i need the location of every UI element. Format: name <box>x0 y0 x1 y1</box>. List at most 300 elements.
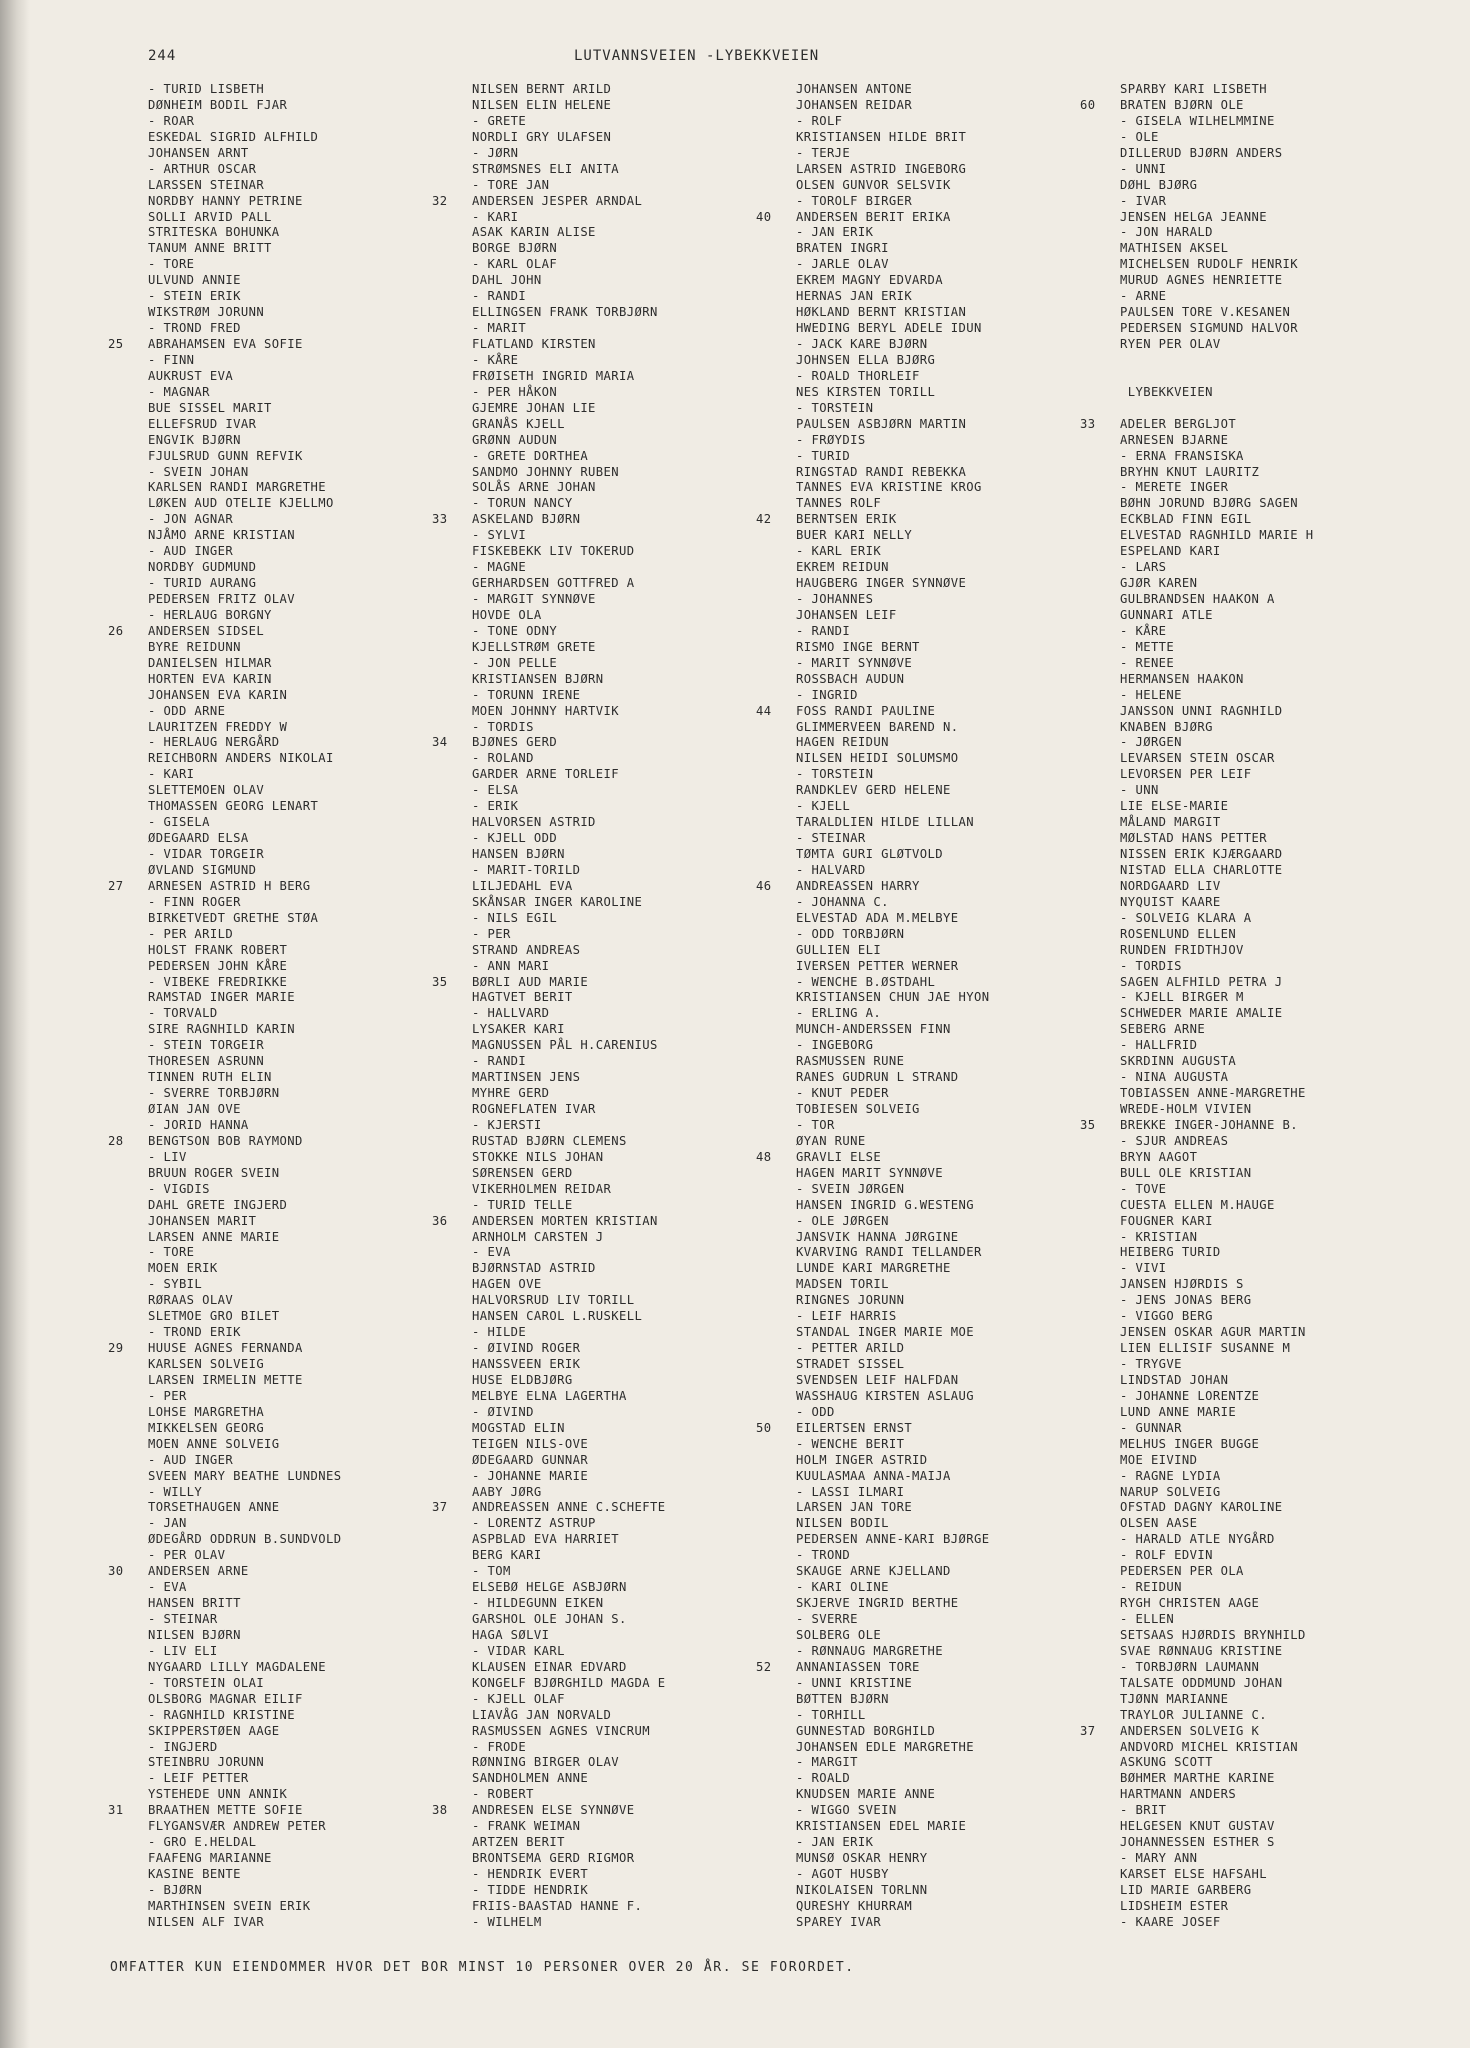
resident-name: TOBIESEN SOLVEIG <box>796 1102 920 1116</box>
resident-name: - LEIF HARRIS <box>796 1309 897 1324</box>
resident-entry <box>432 974 812 991</box>
resident-name: KARSET ELSE HAFSAHL <box>1120 1867 1268 1881</box>
resident-entry <box>472 927 812 943</box>
resident-name: LID MARIE GARBERG <box>1120 1882 1252 1897</box>
resident-name: - MARY ANN <box>1120 1851 1198 1866</box>
resident-entry <box>796 321 1136 337</box>
resident-entry <box>472 1915 812 1931</box>
resident-name: LOHSE MARGRETHA <box>148 1404 265 1419</box>
resident-entry <box>796 1373 1136 1389</box>
resident-name: LIAVÅG JAN NORVALD <box>472 1707 612 1722</box>
resident-entry <box>472 592 812 608</box>
resident-name: - INGEBORG <box>796 1038 874 1053</box>
resident-entry <box>1120 863 1460 879</box>
resident-entry <box>796 1516 1136 1532</box>
resident-name: - SVERRE TORBJØRN <box>148 1086 280 1101</box>
resident-entry <box>1120 1819 1460 1835</box>
resident-entry <box>1120 990 1460 1006</box>
resident-name: - TROND FRED <box>148 321 241 336</box>
resident-name: RASMUSSEN AGNES VINCRUM <box>472 1723 650 1738</box>
resident-entry <box>796 241 1136 257</box>
resident-name: MICHELSEN RUDOLF HENRIK <box>1120 257 1298 272</box>
resident-entry <box>796 449 1136 465</box>
resident-entry <box>472 1373 812 1389</box>
resident-entry <box>796 1325 1136 1341</box>
resident-entry <box>796 943 1136 959</box>
resident-name: - SYLVI <box>472 528 527 543</box>
resident-name: ARTZEN BERIT <box>472 1835 565 1850</box>
resident-name: - KARL ERIK <box>796 544 882 559</box>
resident-name: SOLLI ARVID PALL <box>148 209 272 224</box>
resident-entry <box>1120 656 1460 672</box>
resident-entry <box>1120 1038 1460 1054</box>
resident-entry <box>148 321 488 337</box>
resident-entry <box>1120 273 1460 289</box>
resident-entry <box>796 528 1136 544</box>
house-number: 46 <box>756 878 772 893</box>
resident-entry <box>796 608 1136 624</box>
resident-entry <box>1120 433 1460 449</box>
resident-name: KONGELF BJØRGHILD MAGDA E <box>472 1675 666 1690</box>
resident-entry <box>796 1803 1136 1819</box>
resident-entry <box>148 1198 488 1214</box>
resident-entry <box>796 82 1136 98</box>
resident-entry <box>796 688 1136 704</box>
resident-entry <box>472 1787 812 1803</box>
resident-name: SVEEN MARY BEATHE LUNDNES <box>148 1468 342 1483</box>
resident-entry <box>472 465 812 481</box>
resident-name: NJÅMO ARNE KRISTIAN <box>148 528 296 543</box>
resident-entry <box>472 799 812 815</box>
resident-name: ANDRESEN ELSE SYNNØVE <box>472 1803 635 1818</box>
resident-entry <box>796 289 1136 305</box>
footer-note: OMFATTER KUN EIENDOMMER HVOR DET BOR MINST 10 PERSONER OVER 20 ÅR. SE FORORDET. <box>110 1960 855 1975</box>
resident-name: - HALLFRID <box>1120 1038 1198 1053</box>
resident-entry <box>1120 1915 1460 1931</box>
resident-name: MÅLAND MARGIT <box>1120 815 1221 830</box>
resident-name: JANSVIK HANNA JØRGINE <box>796 1229 959 1244</box>
resident-name: - GISELA <box>148 815 210 830</box>
resident-name: STANDAL INGER MARIE MOE <box>796 1325 974 1340</box>
resident-name: - TROND ERIK <box>148 1325 241 1340</box>
resident-entry <box>148 863 488 879</box>
resident-name: MUNCH-ANDERSSEN FINN <box>796 1022 951 1037</box>
resident-name: NORDGAARD LIV <box>1120 878 1221 893</box>
resident-name: - PER <box>148 1388 187 1403</box>
resident-entry <box>432 193 812 210</box>
resident-entry <box>472 1851 812 1867</box>
resident-name: - ELLEN <box>1120 1612 1175 1626</box>
resident-name: - PETTER ARILD <box>796 1341 905 1356</box>
resident-name: TANUM ANNE BRITT <box>148 241 272 256</box>
resident-name: - ØIVIND <box>472 1404 534 1419</box>
resident-name: - TORUN NANCY <box>472 496 573 511</box>
resident-entry <box>1120 688 1460 704</box>
resident-entry <box>1120 146 1460 162</box>
resident-entry <box>472 560 812 576</box>
resident-name: ARNESEN ASTRID H BERG <box>148 878 311 893</box>
resident-name: JOHANSEN LEIF <box>796 607 897 622</box>
resident-name: NYGAARD LILLY MAGDALENE <box>148 1659 326 1674</box>
resident-entry <box>796 799 1136 815</box>
resident-name: BJØRNSTAD ASTRID <box>472 1261 596 1276</box>
resident-name: JANSSON UNNI RAGNHILD <box>1120 703 1283 718</box>
resident-name: - TORE <box>148 1245 195 1260</box>
resident-name: - AUD INGER <box>148 544 234 559</box>
resident-name: - HILDEGUNN EIKEN <box>472 1596 604 1611</box>
resident-name: DØNHEIM BODIL FJAR <box>148 97 288 112</box>
resident-entry <box>148 1166 488 1182</box>
resident-name: - ELSA <box>472 783 519 798</box>
resident-name: - TOM <box>472 1564 511 1579</box>
resident-name: - KARI <box>472 209 519 224</box>
resident-entry <box>1120 879 1460 895</box>
resident-name: PAULSEN ASBJØRN MARTIN <box>796 416 967 431</box>
resident-name: GJØR KAREN <box>1120 576 1198 591</box>
resident-entry <box>148 592 488 608</box>
resident-entry <box>1120 257 1460 273</box>
resident-entry <box>796 990 1136 1006</box>
resident-entry <box>796 1819 1136 1835</box>
resident-name: - SVEIN JOHAN <box>148 464 249 479</box>
resident-entry <box>1120 1277 1460 1293</box>
resident-entry <box>148 114 488 130</box>
resident-entry <box>472 751 812 767</box>
resident-name: BUER KARI NELLY <box>796 528 913 543</box>
resident-entry <box>148 720 488 736</box>
resident-name: STOKKE NILS JOHAN <box>472 1149 604 1164</box>
resident-name: ROSENLUND ELLEN <box>1120 926 1237 941</box>
resident-name: - STEIN ERIK <box>148 289 241 304</box>
resident-entry <box>148 1676 488 1692</box>
resident-name: HAGTVET BERIT <box>472 990 573 1005</box>
resident-entry <box>472 1405 812 1421</box>
resident-name: ENGVIK BJØRN <box>148 432 241 447</box>
resident-entry <box>1120 1086 1460 1102</box>
resident-entry <box>796 433 1136 449</box>
resident-entry <box>472 1182 812 1198</box>
resident-entry <box>796 592 1136 608</box>
resident-name: ARNHOLM CARSTEN J <box>472 1229 604 1244</box>
resident-entry <box>1120 1022 1460 1038</box>
resident-name: GRAVLI ELSE <box>796 1149 882 1164</box>
resident-entry <box>148 1437 488 1453</box>
resident-name: TJØNN MARIANNE <box>1120 1691 1229 1706</box>
resident-name: ANDVORD MICHEL KRISTIAN <box>1120 1739 1298 1754</box>
house-number: 36 <box>432 1213 448 1228</box>
resident-name: NES KIRSTEN TORILL <box>796 384 936 399</box>
resident-name: DAHL GRETE INGJERD <box>148 1197 288 1212</box>
resident-entry <box>756 1149 1136 1166</box>
resident-name: SKIPPERSTØEN AAGE <box>148 1723 280 1738</box>
resident-entry <box>148 927 488 943</box>
resident-name: - JAN ERIK <box>796 1835 874 1850</box>
resident-name: NILSEN BERNT ARILD <box>472 82 612 96</box>
resident-name: RØRAAS OLAV <box>148 1293 234 1308</box>
resident-name: SVENDSEN LEIF HALFDAN <box>796 1372 959 1387</box>
resident-name: - TORE JAN <box>472 177 550 192</box>
resident-entry <box>148 1851 488 1867</box>
resident-entry <box>148 1182 488 1198</box>
resident-name: - WENCHE B.ØSTDAHL <box>796 974 936 989</box>
resident-entry <box>472 273 812 289</box>
resident-name: EILERTSEN ERNST <box>796 1420 913 1435</box>
resident-entry <box>472 241 812 257</box>
resident-entry <box>796 1230 1136 1246</box>
resident-name: MADSEN TORIL <box>796 1277 889 1292</box>
resident-name: FJULSRUD GUNN REFVIK <box>148 448 303 463</box>
resident-name: - HARALD ATLE NYGÅRD <box>1120 1532 1275 1547</box>
resident-name: - TRYGVE <box>1120 1357 1182 1371</box>
resident-name: EKREM REIDUN <box>796 560 889 575</box>
resident-name: - STEINAR <box>148 1612 218 1626</box>
resident-entry <box>1120 1421 1460 1437</box>
resident-name: JOHANSEN REIDAR <box>796 97 913 112</box>
resident-entry <box>1120 401 1460 417</box>
resident-entry <box>1120 114 1460 130</box>
resident-name: ECKBLAD FINN EGIL <box>1120 512 1252 527</box>
resident-entry <box>796 895 1136 911</box>
resident-name: - TROND <box>796 1548 851 1563</box>
resident-name: - ERNA FRANSISKA <box>1120 448 1244 463</box>
resident-name: - RENEE <box>1120 655 1175 670</box>
resident-entry <box>1120 831 1460 847</box>
resident-entry <box>108 1564 488 1580</box>
house-number: 29 <box>108 1341 124 1356</box>
resident-name: SPARBY KARI LISBETH <box>1120 82 1268 96</box>
resident-name: NYQUIST KAARE <box>1120 894 1221 909</box>
resident-entry <box>796 1676 1136 1692</box>
resident-entry <box>148 560 488 576</box>
resident-entry <box>148 289 488 305</box>
house-number: 40 <box>756 209 772 224</box>
resident-name: PEDERSEN ANNE-KARI BJØRGE <box>796 1532 990 1547</box>
resident-name: - SOLVEIG KLARA A <box>1120 910 1252 925</box>
resident-entry <box>472 1548 812 1564</box>
resident-name: - JENS JONAS BERG <box>1120 1293 1252 1308</box>
resident-name: BRUUN ROGER SVEIN <box>148 1165 280 1180</box>
resident-name: - ARNE <box>1120 289 1167 304</box>
house-number: 48 <box>756 1149 772 1164</box>
page-title: LUTVANNSVEIEN -LYBEKKVEIEN <box>574 48 820 64</box>
resident-entry <box>472 1118 812 1134</box>
resident-entry <box>1120 1755 1460 1771</box>
resident-entry <box>148 353 488 369</box>
resident-name: SEBERG ARNE <box>1120 1022 1206 1037</box>
resident-entry <box>796 576 1136 592</box>
resident-entry <box>148 783 488 799</box>
resident-entry <box>148 1787 488 1803</box>
resident-name: - ØIVIND ROGER <box>472 1341 581 1356</box>
resident-entry <box>472 528 812 544</box>
resident-entry <box>796 1261 1136 1277</box>
house-number: 33 <box>432 512 448 527</box>
resident-name: LYSAKER KARI <box>472 1022 565 1037</box>
resident-entry <box>432 735 812 751</box>
resident-entry <box>796 130 1136 146</box>
resident-entry <box>148 1022 488 1038</box>
resident-entry <box>148 751 488 767</box>
resident-entry <box>1120 608 1460 624</box>
resident-name: - KJERSTI <box>472 1117 542 1132</box>
resident-name: RYGH CHRISTEN AAGE <box>1120 1596 1260 1611</box>
resident-name: OLSEN AASE <box>1120 1516 1198 1531</box>
resident-entry <box>148 1405 488 1421</box>
resident-name: HERMANSEN HAAKON <box>1120 671 1244 686</box>
resident-name: LIE ELSE-MARIE <box>1120 799 1229 814</box>
resident-entry <box>796 1692 1136 1708</box>
resident-entry <box>472 863 812 879</box>
resident-name: - SJUR ANDREAS <box>1120 1133 1229 1148</box>
resident-entry <box>472 1708 812 1724</box>
resident-name: BRATEN INGRI <box>796 241 889 256</box>
resident-entry <box>1080 1723 1460 1740</box>
resident-name: BORGE BJØRN <box>472 241 558 256</box>
resident-entry <box>148 656 488 672</box>
resident-entry <box>148 1596 488 1612</box>
resident-entry <box>1120 895 1460 911</box>
resident-name: - MARIT SYNNØVE <box>796 655 913 670</box>
resident-entry <box>148 1485 488 1501</box>
resident-name: - KJELL ODD <box>472 831 558 846</box>
resident-name: BRAATHEN METTE SOFIE <box>148 1803 303 1818</box>
resident-entry <box>796 1341 1136 1357</box>
resident-entry <box>756 209 1136 226</box>
resident-entry <box>472 114 812 130</box>
resident-name: ADELER BERGLJOT <box>1120 416 1237 431</box>
resident-entry <box>1120 911 1460 927</box>
resident-name: - VIDAR KARL <box>472 1643 565 1658</box>
resident-entry <box>472 1086 812 1102</box>
resident-name: - NINA AUGUSTA <box>1120 1070 1229 1085</box>
resident-name: BØTTEN BJØRN <box>796 1691 889 1706</box>
resident-name: - TORSTEIN <box>796 767 874 782</box>
resident-name: - SVERRE <box>796 1612 858 1626</box>
resident-entry <box>1120 1883 1460 1899</box>
resident-name: NILSEN ALF IVAR <box>148 1914 265 1929</box>
resident-entry <box>472 608 812 624</box>
resident-name: HUSE ELDBJØRG <box>472 1372 573 1387</box>
resident-name: BENGTSON BOB RAYMOND <box>148 1133 303 1148</box>
resident-name: ØDEGÅRD ODDRUN B.SUNDVOLD <box>148 1532 342 1547</box>
resident-entry <box>756 1420 1136 1437</box>
resident-name: - TOR <box>796 1117 835 1132</box>
resident-entry <box>796 1293 1136 1309</box>
resident-entry <box>472 1516 812 1532</box>
resident-entry <box>472 417 812 433</box>
resident-name: RISMO INGE BERNT <box>796 639 920 654</box>
resident-entry <box>796 1022 1136 1038</box>
resident-name: ESKEDAL SIGRID ALFHILD <box>148 129 319 144</box>
resident-name: OFSTAD DAGNY KAROLINE <box>1120 1500 1283 1515</box>
resident-name: - KNUT PEDER <box>796 1086 889 1101</box>
resident-entry <box>1080 97 1460 114</box>
resident-name: HANSEN CAROL L.RUSKELL <box>472 1309 643 1324</box>
resident-name: - KARL OLAF <box>472 257 558 272</box>
resident-entry <box>796 1214 1136 1230</box>
resident-entry <box>796 735 1136 751</box>
resident-name: - OLE <box>1120 129 1159 144</box>
resident-entry <box>148 1692 488 1708</box>
resident-entry <box>796 1405 1136 1421</box>
resident-entry <box>148 210 488 226</box>
resident-name: ANDREASSEN HARRY <box>796 878 920 893</box>
resident-entry <box>148 1755 488 1771</box>
resident-name: HOLST FRANK ROBERT <box>148 942 288 957</box>
resident-name: SIRE RAGNHILD KARIN <box>148 1022 296 1037</box>
house-number: 52 <box>756 1659 772 1674</box>
resident-name: STRITESKA BOHUNKA <box>148 225 280 240</box>
resident-entry <box>472 305 812 321</box>
resident-name: - ROALD THORLEIF <box>796 368 920 383</box>
resident-name: - TURID TELLE <box>472 1197 573 1212</box>
scan-edge-shadow <box>0 0 30 2048</box>
resident-entry <box>1120 640 1460 656</box>
resident-entry <box>472 1835 812 1851</box>
resident-name: - ARTHUR OSCAR <box>148 161 257 176</box>
resident-name: DANIELSEN HILMAR <box>148 655 272 670</box>
resident-entry <box>148 1867 488 1883</box>
resident-entry <box>148 369 488 385</box>
resident-name: PEDERSEN JOHN KÅRE <box>148 958 288 973</box>
resident-name: - HALVARD <box>796 862 866 877</box>
resident-name: WASSHAUG KIRSTEN ASLAUG <box>796 1388 974 1403</box>
resident-entry <box>796 720 1136 736</box>
resident-entry <box>796 1755 1136 1771</box>
resident-entry <box>472 1676 812 1692</box>
resident-entry <box>796 1054 1136 1070</box>
resident-name: BØHMER MARTHE KARINE <box>1120 1771 1275 1786</box>
resident-entry <box>796 1086 1136 1102</box>
resident-name: QURESHY KHURRAM <box>796 1898 913 1913</box>
resident-entry <box>796 305 1136 321</box>
resident-name: HAGEN OVE <box>472 1277 542 1292</box>
resident-name: SVAE RØNNAUG KRISTINE <box>1120 1643 1283 1658</box>
resident-entry <box>148 1293 488 1309</box>
resident-entry <box>148 704 488 720</box>
resident-entry <box>796 1883 1136 1899</box>
resident-name: HERNAS JAN ERIK <box>796 289 913 304</box>
house-number: 37 <box>432 1500 448 1515</box>
resident-name: - INGJERD <box>148 1739 218 1754</box>
resident-name: - ROAR <box>148 113 195 128</box>
resident-entry <box>148 528 488 544</box>
resident-entry <box>148 1548 488 1564</box>
resident-name: JOHANSEN ARNT <box>148 145 249 160</box>
resident-entry <box>1120 449 1460 465</box>
resident-entry <box>796 1548 1136 1564</box>
resident-entry <box>148 1389 488 1405</box>
resident-name: KNUDSEN MARIE ANNE <box>796 1787 936 1802</box>
resident-name: - KÅRE <box>472 352 519 367</box>
resident-entry <box>796 1357 1136 1373</box>
resident-name: PAULSEN TORE V.KESANEN <box>1120 305 1291 320</box>
resident-name: JOHANSEN MARIT <box>148 1213 257 1228</box>
resident-name: ANNANIASSEN TORE <box>796 1659 920 1674</box>
resident-name: - KJELL BIRGER M <box>1120 990 1244 1005</box>
resident-name: FRØISETH INGRID MARIA <box>472 368 635 383</box>
resident-name: - TIDDE HENDRIK <box>472 1882 589 1897</box>
resident-name: - WIGGO SVEIN <box>796 1803 897 1818</box>
resident-name: - GISELA WILHELMMINE <box>1120 113 1275 128</box>
resident-name: BRYHN KNUT LAURITZ <box>1120 464 1260 479</box>
resident-entry <box>1120 1692 1460 1708</box>
resident-entry <box>1120 1245 1460 1261</box>
resident-entry <box>796 1437 1136 1453</box>
resident-entry <box>148 1070 488 1086</box>
resident-name: KARLSEN SOLVEIG <box>148 1357 265 1371</box>
resident-entry <box>472 1580 812 1596</box>
